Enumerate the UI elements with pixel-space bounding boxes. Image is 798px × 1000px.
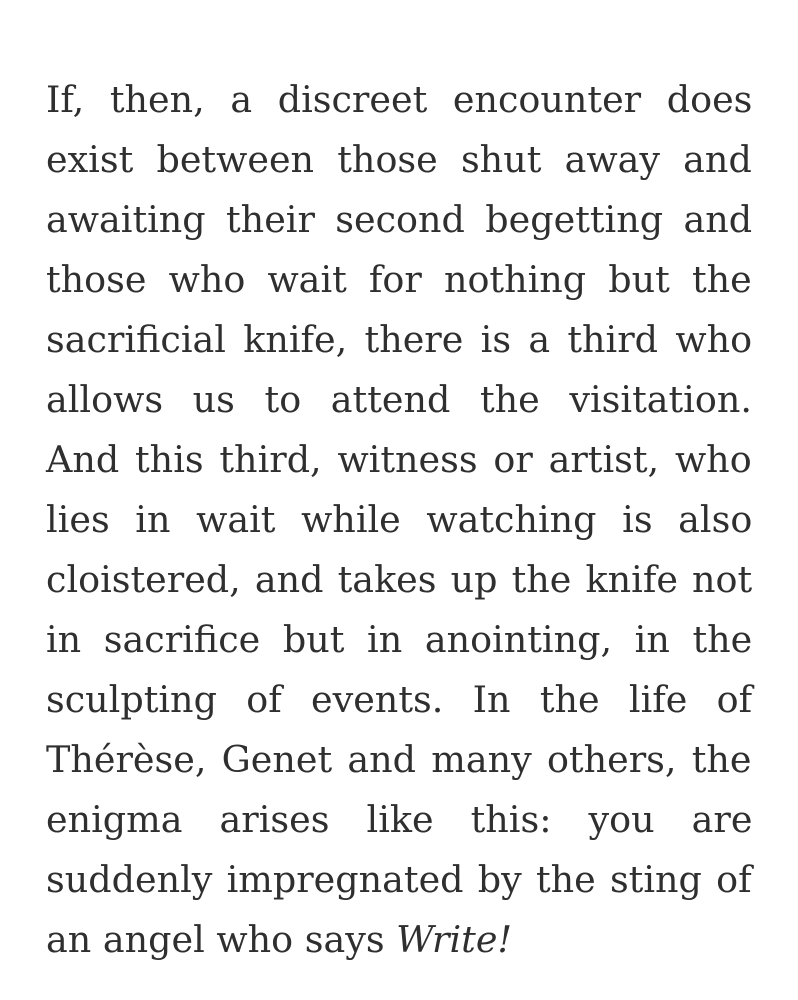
passage-last-line-text: an angel who says [46,918,397,961]
passage-line: sacrificial knife, there is a third who [46,318,753,361]
passage-line: If, then, a discreet encounter does [46,78,753,121]
passage-line: cloistered, and takes up the knife not [46,558,753,601]
passage-paragraph [46,70,752,970]
passage-line: lies in wait while watching is also [46,498,753,541]
passage-last-line [46,910,752,970]
passage-line: suddenly impregnated by the sting of [46,858,752,901]
passage-line: allows us to attend the visitation. [46,378,752,421]
passage-line: awaiting their second begetting and [46,198,753,241]
emphasized-word: Write! [396,918,513,961]
passage-line: exist between those shut away and [46,138,752,181]
passage-line: sculpting of events. In the life of [46,678,753,721]
passage-line: in sacrifice but in anointing, in the [46,618,753,661]
passage-line: And this third, witness or artist, who [46,438,752,481]
passage-line: those who wait for nothing but the [46,258,752,301]
passage-line: Thérèse, Genet and many others, the [46,738,752,781]
passage-line: enigma arises like this: you are [46,798,753,841]
